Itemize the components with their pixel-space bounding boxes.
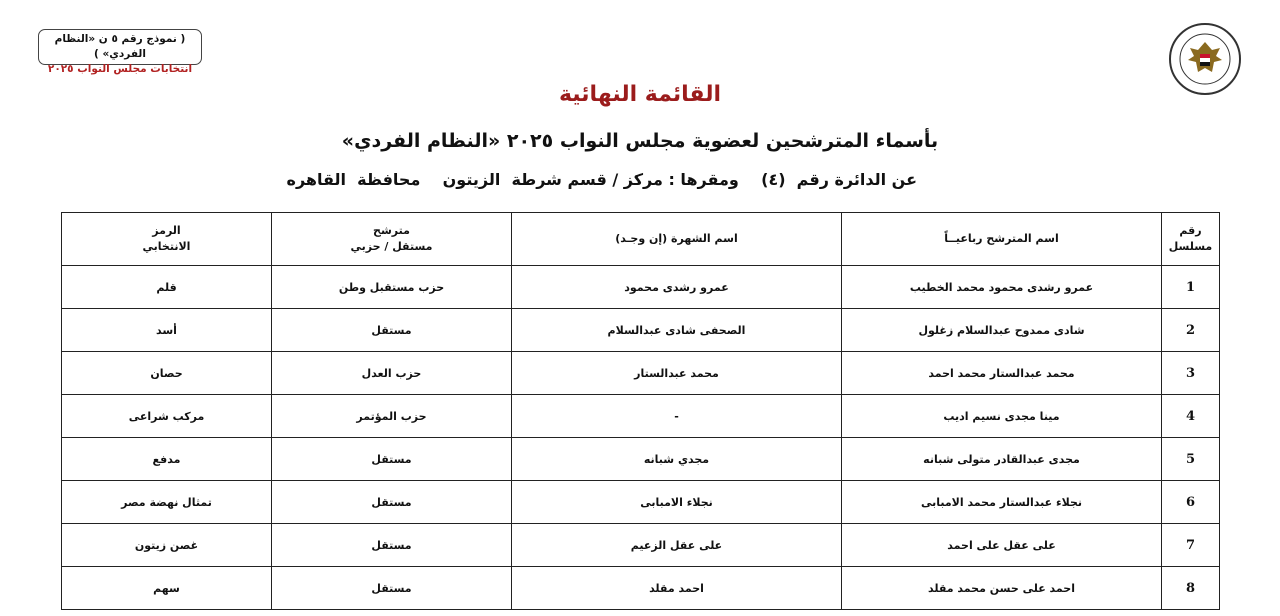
cell-serial: 2 (1162, 309, 1220, 352)
header-symbol (62, 213, 272, 266)
cell-fame: على عقل الزعيم (512, 524, 842, 567)
header-serial: رقم مسلسل (1162, 213, 1220, 266)
cell-fame: محمد عبدالستار (512, 352, 842, 395)
cell-serial: 7 (1162, 524, 1220, 567)
table-row (62, 266, 1220, 309)
header-type-line2: مستقل / حزبي (350, 240, 433, 253)
cell-name: محمد عبدالستار محمد احمد (842, 352, 1162, 395)
cell-symbol: مركب شراعى (62, 395, 272, 438)
cell-symbol: تمثال نهضة مصر (62, 481, 272, 524)
cell-fame: عمرو رشدى محمود (512, 266, 842, 309)
cell-name: شادى ممدوح عبدالسلام زغلول (842, 309, 1162, 352)
cell-fame: نجلاء الامبابى (512, 481, 842, 524)
header-symbol-line2: الانتخابي (142, 240, 191, 253)
cell-symbol: غصن زيتون (62, 524, 272, 567)
cell-fame: - (512, 395, 842, 438)
cell-serial: 6 (1162, 481, 1220, 524)
cell-name: احمد على حسن محمد مقلد (842, 567, 1162, 610)
cell-type: مستقل (272, 309, 512, 352)
cell-fame: احمد مقلد (512, 567, 842, 610)
cell-type: حزب العدل (272, 352, 512, 395)
cell-fame: الصحفى شادى عبدالسلام (512, 309, 842, 352)
cell-type: مستقل (272, 524, 512, 567)
form-number-label: ( نموذج رقم ٥ ن «النظام الفردي» ) (54, 33, 186, 60)
table-row (62, 481, 1220, 524)
cell-name: على عقل على احمد (842, 524, 1162, 567)
cell-serial: 1 (1162, 266, 1220, 309)
cell-name: عمرو رشدى محمود محمد الخطيب (842, 266, 1162, 309)
cell-serial: 3 (1162, 352, 1220, 395)
form-number-box (38, 29, 202, 75)
cell-serial: 5 (1162, 438, 1220, 481)
cell-serial: 8 (1162, 567, 1220, 610)
candidates-table (61, 212, 1220, 610)
cell-symbol: حصان (62, 352, 272, 395)
cell-type: حزب مستقبل وطن (272, 266, 512, 309)
table-row (62, 524, 1220, 567)
header-symbol-line1: الرمز (152, 224, 181, 237)
table-row (62, 395, 1220, 438)
table-row (62, 352, 1220, 395)
cell-name: نجلاء عبدالستار محمد الامبابى (842, 481, 1162, 524)
header-fame: اسم الشهرة (إن وجـد) (512, 213, 842, 266)
header-name: اسم المترشح رباعيــاً (842, 213, 1162, 266)
table-row (62, 567, 1220, 610)
cell-symbol: قلم (62, 266, 272, 309)
cell-type: حزب المؤتمر (272, 395, 512, 438)
table-row (62, 438, 1220, 481)
cell-symbol: أسد (62, 309, 272, 352)
cell-type: مستقل (272, 438, 512, 481)
cell-name: مجدى عبدالقادر متولى شبانه (842, 438, 1162, 481)
district-info: عن الدائرة رقم (٤) ومقرها : مركز / قسم شرطة الزيتون محافظة القاهره (286, 170, 917, 189)
header-type-line1: مترشح (373, 224, 410, 237)
cell-symbol: سهم (62, 567, 272, 610)
election-name-label: انتخابات مجلس النواب ٢٠٢٥ (47, 63, 193, 75)
page-subtitle: بأسماء المترشحين لعضوية مجلس النواب ٢٠٢٥ «النظام الفردي» (341, 130, 939, 152)
table-row (62, 309, 1220, 352)
cell-symbol: مدفع (62, 438, 272, 481)
cell-type: مستقل (272, 567, 512, 610)
page-title: القائمة النهائية (558, 82, 722, 107)
cell-fame: مجدي شبانه (512, 438, 842, 481)
cell-serial: 4 (1162, 395, 1220, 438)
header-type (272, 213, 512, 266)
cell-type: مستقل (272, 481, 512, 524)
cell-name: مينا مجدى نسيم اديب (842, 395, 1162, 438)
table-header-row (62, 213, 1220, 266)
